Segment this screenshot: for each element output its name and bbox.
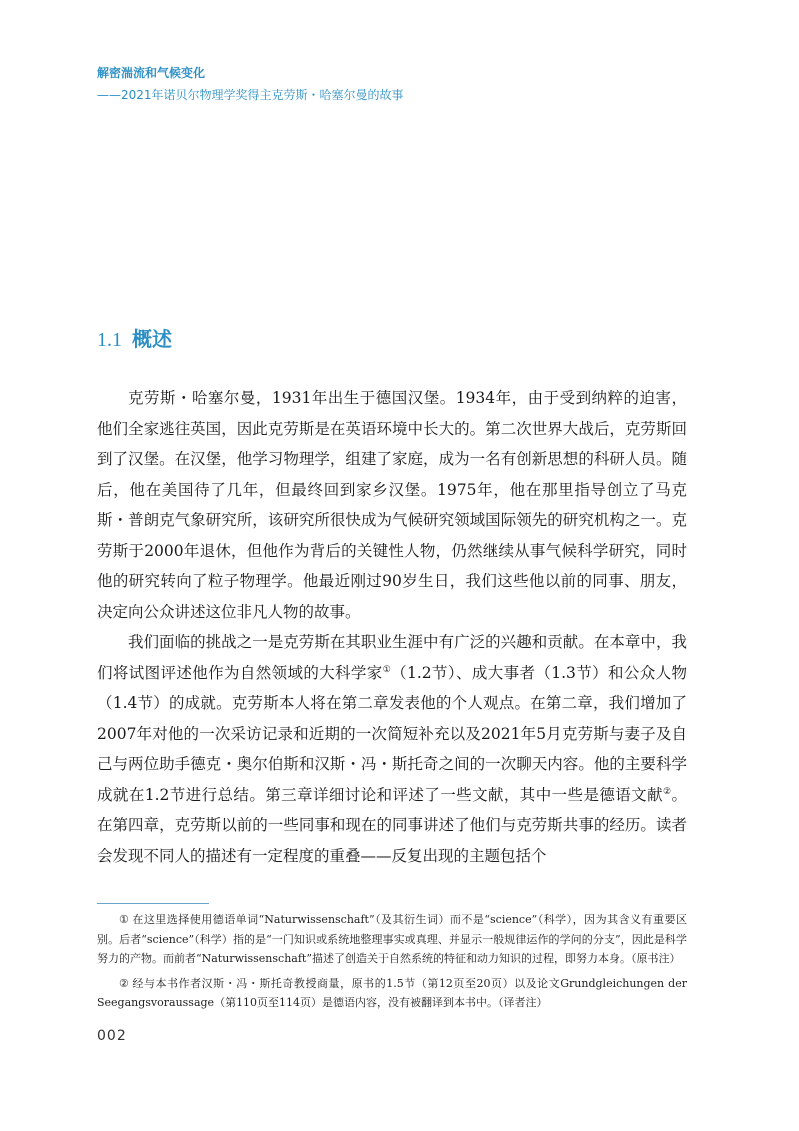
footnote-ref-1[interactable]: ① bbox=[382, 664, 392, 675]
section-title: 概述 bbox=[132, 327, 172, 351]
footnote-ref-2[interactable]: ② bbox=[663, 786, 672, 797]
footnotes bbox=[97, 910, 687, 1018]
footnote-2 bbox=[97, 974, 687, 1013]
paragraph-2-part-3: 。在第四章，克劳斯以前的一些同事和现在的同事讲述了他们与克劳斯共事的经历。读者会发现不同人的描述有一定程度的重叠——反复出现的主题包括个 bbox=[97, 785, 687, 865]
footnote-1-text: 在这里选择使用德语单词“Naturwissenschaft”（及其衍生词）而不是“science”（科学），因为其含义有重要区别。后者“science”（科学）指的是“一门知识或系统地整理事实或真理、并显示一般规律运作的学问的分支”，因此是科学努力的产物。而前者“Naturwissenschaft”描述了创造关于自然系统的特征和动力知识的过程，即努力本身。（原书注） bbox=[97, 913, 687, 965]
body-text bbox=[97, 383, 687, 871]
page-number: 002 bbox=[97, 1028, 127, 1044]
paragraph-2-part-1: 我们面临的挑战之一是克劳斯在其职业生涯中有广泛的兴趣和贡献。在本章中，我们将试图评述他作为自然领域的大科学家 bbox=[97, 633, 687, 682]
footnote-2-text: 经与本书作者汉斯・冯・斯托奇教授商量，原书的1.5节（第12页至20页）以及论文Grundgleichungen der Seegangsvoraussage（第110页至114页）是德语内容，没有被翻译到本书中。（译者注） bbox=[97, 976, 687, 1009]
book-title: 解密湍流和气候变化 bbox=[97, 66, 206, 80]
book-subtitle: ——2021年诺贝尔物理学奖得主克劳斯・哈塞尔曼的故事 bbox=[97, 88, 404, 102]
section-number: 1.1 bbox=[97, 329, 122, 351]
footnote-divider bbox=[97, 903, 209, 904]
paragraph-2-part-2: （1.2节）、成大事者（1.3节）和公众人物（1.4节）的成就。克劳斯本人将在第二章发表他的个人观点。在第二章，我们增加了2007年对他的一次采访记录和近期的一次简短补充以及2021年5月克劳斯与妻子及自己与两位助手德克・奥尔伯斯和汉斯・冯・斯托奇之间的一次聊天内容。他的主要科学成就在1.2节进行总结。第三章详细讨论和评述了一些文献，其中一些是德语文献 bbox=[97, 663, 687, 804]
paragraph-1: 克劳斯・哈塞尔曼，1931年出生于德国汉堡。1934年，由于受到纳粹的迫害，他们全家逃往英国，因此克劳斯是在英语环境中长大的。第二次世界大战后，克劳斯回到了汉堡。在汉堡，他学习物理学，组建了家庭，成为一名有创新思想的科研人员。随后，他在美国待了几年，但最终回到家乡汉堡。1975年，他在那里指导创立了马克斯・普朗克气象研究所，该研究所很快成为气候研究领域国际领先的研究机构之一。克劳斯于2000年退休，但他作为背后的关键性人物，仍然继续从事气候科学研究，同时他的研究转向了粒子物理学。他最近刚过90岁生日，我们这些他以前的同事、朋友，决定向公众讲述这位非凡人物的故事。 bbox=[97, 389, 687, 621]
footnote-1-mark: ① bbox=[119, 913, 130, 926]
footnote-1 bbox=[97, 910, 687, 969]
running-header bbox=[97, 64, 404, 104]
paragraph-2 bbox=[97, 627, 687, 871]
section-heading bbox=[97, 326, 172, 353]
footnote-2-mark: ② bbox=[119, 976, 130, 990]
